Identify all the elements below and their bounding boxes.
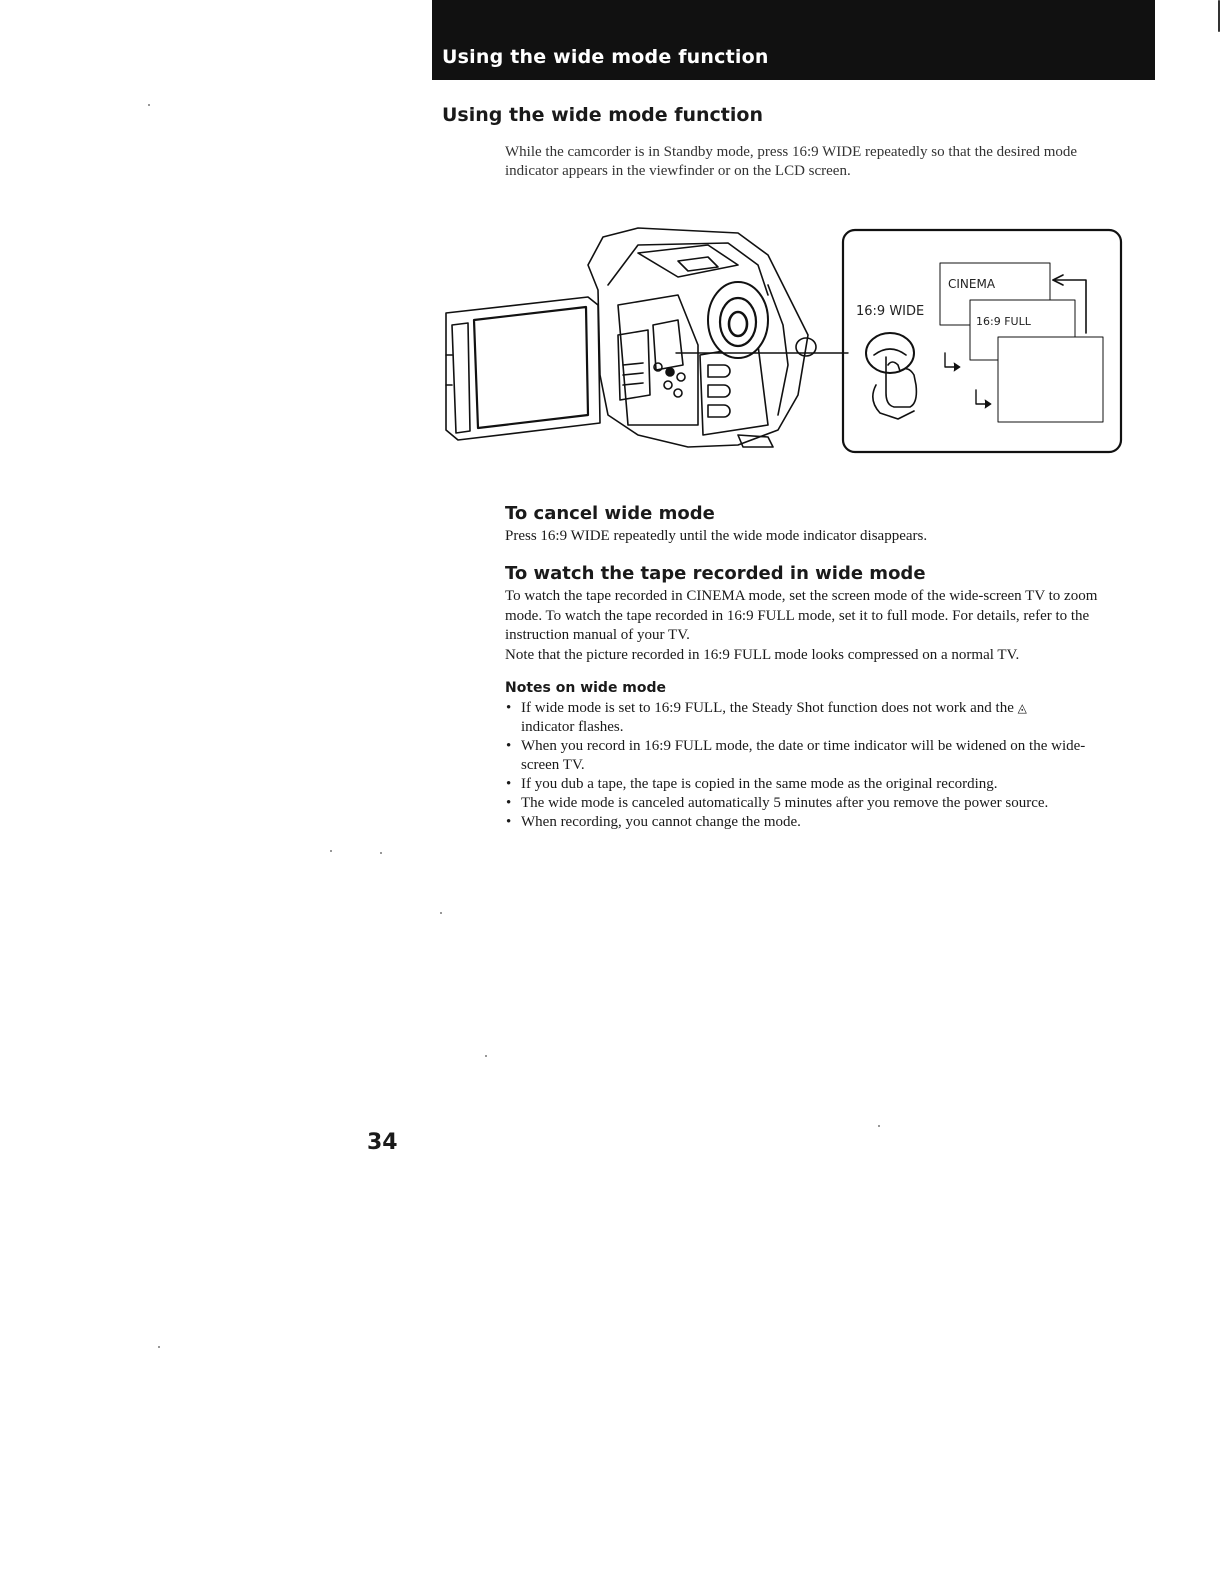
wide-button-illustration [866,333,916,419]
mode-cinema-label: CINEMA [948,277,996,291]
notes-list [505,699,1115,832]
camcorder-body-illustration [588,228,816,447]
cancel-text [505,527,1115,547]
camcorder-figure [438,225,1128,465]
wide-button-label: 16:9 WIDE [856,304,925,319]
note-item: • When you record in 16:9 FULL mode, the date or time indicator will be widened on the wide-screen TV. [505,737,1115,775]
scan-speck [878,1125,880,1127]
note-item: • The wide mode is canceled automatically 5 minutes after you remove the power source. [505,794,1115,813]
cancel-heading: To cancel wide mode [505,503,715,524]
scan-speck [148,104,150,106]
scan-speck [380,852,382,854]
watch-text [505,587,1115,665]
lcd-panel-illustration [446,297,600,440]
watch-paragraph-2: Note that the picture recorded in 16:9 FULL mode looks compressed on a normal TV. [505,646,1020,663]
scan-edge-mark [1218,0,1220,32]
scan-speck [440,912,442,914]
intro-text: While the camcorder is in Standby mode, press 16:9 WIDE repeatedly so that the desired mode indicator appears in the viewfinder or on the LCD screen. [505,144,1078,179]
steady-shot-icon: ◬ [1017,701,1027,715]
notes-heading: Notes on wide mode [505,680,667,696]
page-number: 34 [367,1130,398,1155]
note-item: • When recording, you cannot change the mode. [505,813,1115,832]
scan-speck [158,1346,160,1348]
cancel-paragraph: Press 16:9 WIDE repeatedly until the wide mode indicator disappears. [505,528,928,544]
header-title: Using the wide mode function [442,46,769,68]
watch-paragraph-1: To watch the tape recorded in CINEMA mode, set the screen mode of the wide-screen TV to zoom mode. To watch the tape recorded in 16:9 FULL mode, set it to full mode. For details, refer to the instruction manual of your TV. [505,588,1098,643]
header-bar [432,0,1155,80]
scan-speck [485,1055,487,1057]
note-item: • If you dub a tape, the tape is copied in the same mode as the original recording. [505,775,1115,794]
mode-full-label: 16:9 FULL [976,315,1031,328]
section-title: Using the wide mode function [442,104,763,126]
note-item: • If wide mode is set to 16:9 FULL, the Steady Shot function does not work and the ◬ indicator flashes. [505,699,1115,737]
watch-heading: To watch the tape recorded in wide mode [505,563,926,584]
scan-speck [330,850,332,852]
